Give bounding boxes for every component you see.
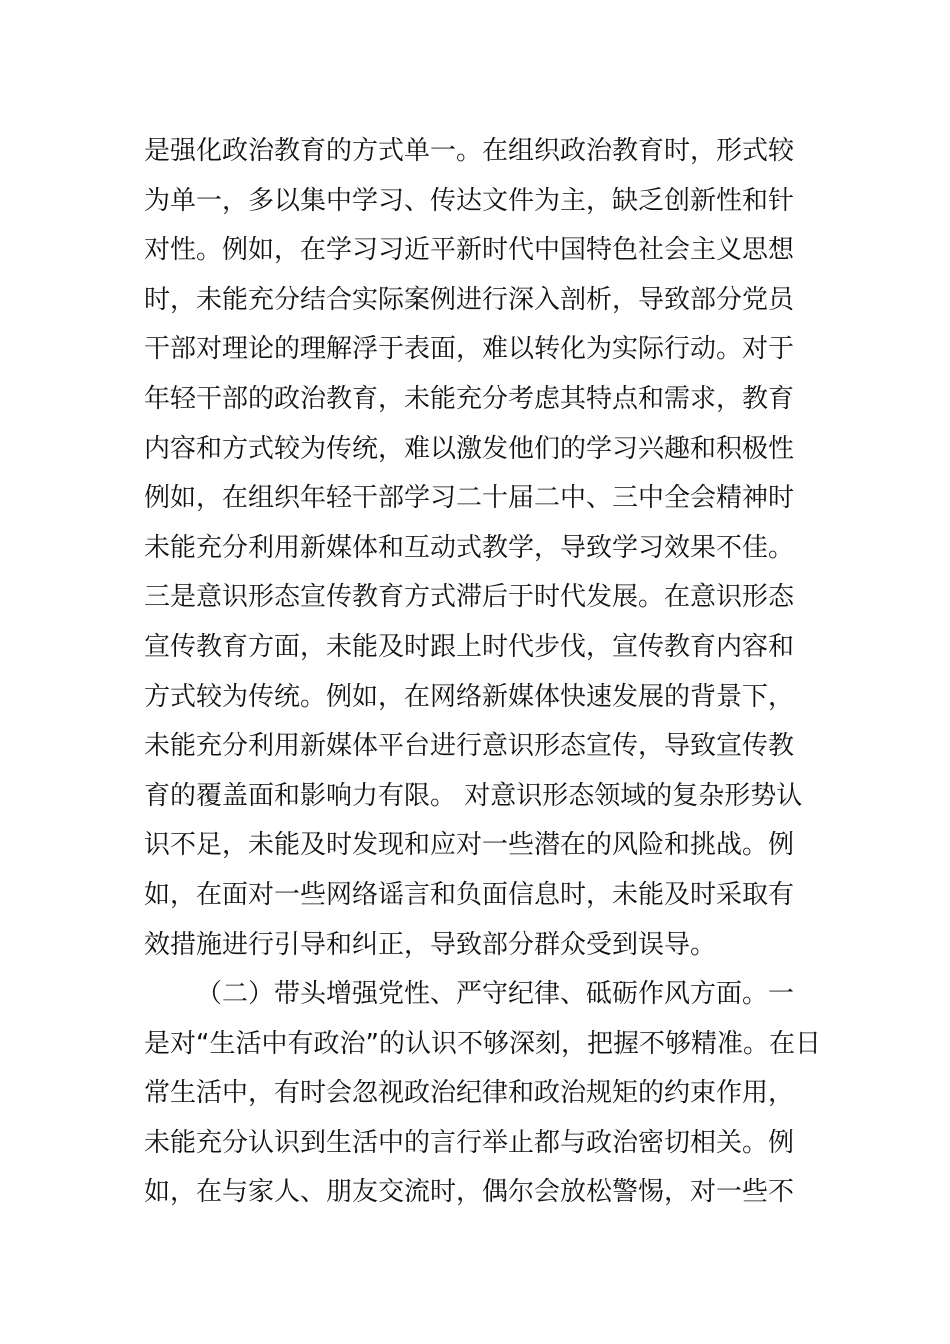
text-line: 育的覆盖面和影响力有限。 对意识形态领域的复杂形势认 [144,780,803,811]
text-line: 方式较为传统。例如，在网络新媒体快速发展的背景下， [144,681,795,712]
text-line: 常生活中，有时会忽视政治纪律和政治规矩的约束作用， [144,1078,795,1109]
text-line: 未能充分认识到生活中的言行举止都与政治密切相关。例 [144,1127,795,1158]
text-line: 内容和方式较为传统，难以激发他们的学习兴趣和积极性 [144,433,795,464]
text-line: 年轻干部的政治教育，未能充分考虑其特点和需求，教育 [144,383,795,414]
text-line: 是强化政治教育的方式单一。在组织政治教育时，形式较 [144,136,795,166]
text-line: 识不足，未能及时发现和应对一些潜在的风险和挑战。例 [144,830,795,861]
body-text [144,127,824,1218]
text-line: 未能充分利用新媒体和互动式教学，导致学习效果不佳。 [144,532,795,563]
text-line: 例如，在组织年轻干部学习二十届二中、三中全会精神时 [144,483,795,514]
text-line: 如，在面对一些网络谣言和负面信息时，未能及时采取有 [144,879,795,910]
text-line: 对性。例如，在学习习近平新时代中国特色社会主义思想 [144,235,795,266]
text-line: 时，未能充分结合实际案例进行深入剖析，导致部分党员 [144,284,795,315]
text-line: 如，在与家人、朋友交流时，偶尔会放松警惕，对一些不 [144,1177,795,1208]
section-heading-line: （二）带头增强党性、严守纪律、砥砺作风方面。一 [196,979,795,1010]
text-line: 是对“生活中有政治”的认识不够深刻，把握不够精准。在日 [144,1028,821,1059]
text-line: 宣传教育方面，未能及时跟上时代步伐，宣传教育内容和 [144,631,795,662]
text-line: 干部对理论的理解浮于表面，难以转化为实际行动。对于 [144,334,795,365]
text-line: 三是意识形态宣传教育方式滞后于时代发展。在意识形态 [144,582,795,613]
text-line: 效措施进行引导和纠正，导致部分群众受到误导。 [144,929,717,960]
text-line: 为单一，多以集中学习、传达文件为主，缺乏创新性和针 [144,185,795,216]
text-line: 未能充分利用新媒体平台进行意识形态宣传，导致宣传教 [144,731,795,762]
